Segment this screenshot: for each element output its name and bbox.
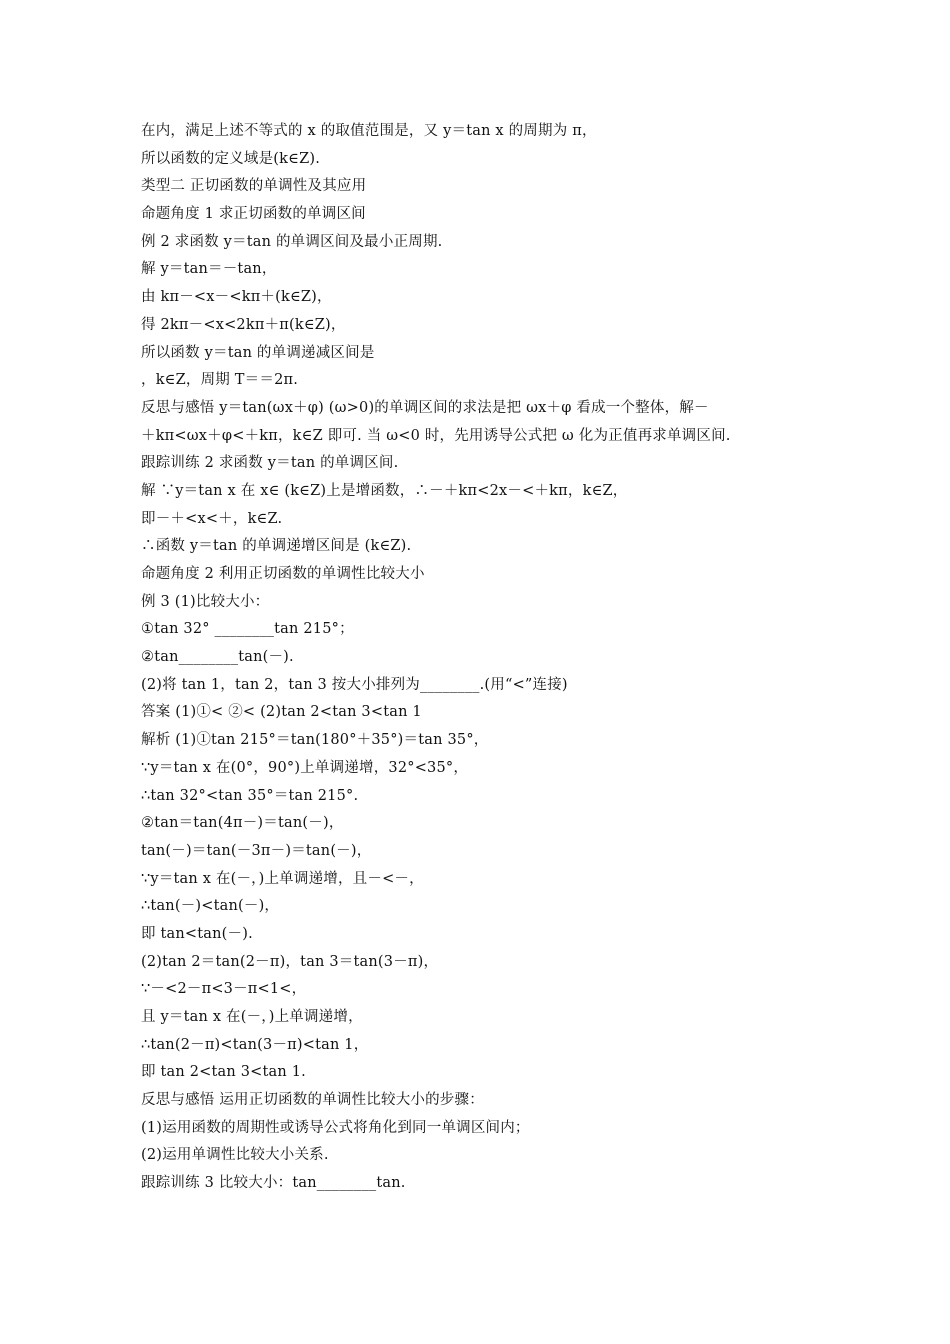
reflection-heading: 反思与感悟 运用正切函数的单调性比较大小的步骤： [141, 1092, 484, 1109]
subsection-heading: 命题角度 2 利用正切函数的单调性比较大小 [141, 566, 425, 582]
text-line: ∴tan(－)<tan(－)， [141, 898, 280, 915]
section-heading: 类型二 正切函数的单调性及其应用 [141, 178, 367, 195]
text-line: 在内，满足上述不等式的 x 的取值范围是，又 y＝tan x 的周期为 π， [141, 123, 597, 139]
reflection-paragraph: ＋kπ<ωx＋φ<＋kπ，k∈Z 即可. 当 ω<0 时，先用诱导公式把 ω 化为正值再求单调区间. [141, 427, 731, 444]
example-title: 例 2 求函数 y＝tan 的单调区间及最小正周期. [141, 233, 443, 250]
text-line: (1)运用函数的周期性或诱导公式将角化到同一单调区间内； [141, 1119, 530, 1136]
text-line: 即 tan 2<tan 3<tan 1. [141, 1064, 306, 1081]
example-title: 例 3 (1)比较大小： [141, 593, 270, 610]
text-line: ∵y＝tan x 在(－，)上单调递增，且－<－， [141, 870, 424, 887]
text-line: (2)运用单调性比较大小关系. [141, 1147, 329, 1164]
reflection-paragraph: 反思与感悟 y＝tan(ωx＋φ) (ω>0)的单调区间的求法是把 ωx＋φ 看成一个整体，解－ [141, 399, 709, 416]
text-line: 即 tan<tan(－). [141, 925, 253, 942]
text-line: 且 y＝tan x 在(－，)上单调递增， [141, 1009, 363, 1025]
text-line: 所以函数的定义域是(k∈Z). [141, 150, 321, 167]
text-line: 解 ∵y＝tan x 在 x∈ (k∈Z)上是增函数，∴－＋kπ<2x－<＋kπ，k∈Z， [141, 482, 628, 499]
exercise-title: 跟踪训练 2 求函数 y＝tan 的单调区间. [141, 455, 399, 472]
text-line: 由 kπ－<x－<kπ＋(k∈Z)， [141, 289, 332, 306]
text-line: 所以函数 y＝tan 的单调递减区间是 [141, 344, 375, 361]
answer-line: 答案 (1)①< ②< (2)tan 2<tan 3<tan 1 [141, 704, 422, 721]
text-line: ∴tan 32°<tan 35°＝tan 215°. [141, 787, 359, 804]
exercise-title: 跟踪训练 3 比较大小：tan________tan. [141, 1175, 406, 1192]
analysis-line: 解析 (1)①tan 215°＝tan(180°＋35°)＝tan 35°， [141, 732, 489, 749]
text-line: 解 y＝tan＝－tan， [141, 261, 277, 278]
question-line: (2)将 tan 1，tan 2，tan 3 按大小排列为________.(用“<”连接) [141, 676, 568, 693]
text-line: ②tan＝tan(4π－)＝tan(－)， [141, 815, 344, 832]
text-line: ∴函数 y＝tan 的单调递增区间是 (k∈Z). [141, 538, 412, 555]
subsection-heading: 命题角度 1 求正切函数的单调区间 [141, 206, 366, 223]
text-line: ∵y＝tan x 在(0°，90°)上单调递增，32°<35°， [141, 759, 469, 776]
text-line: 得 2kπ－<x<2kπ＋π(k∈Z)， [141, 316, 346, 333]
document-body [141, 118, 831, 1198]
text-line: ∵－<2－π<3－π<1<， [141, 981, 307, 998]
text-line: (2)tan 2＝tan(2－π)，tan 3＝tan(3－π)， [141, 953, 439, 970]
question-line: ①tan 32° ________tan 215°； [141, 621, 354, 638]
text-line: ∴tan(2－π)<tan(3－π)<tan 1， [141, 1036, 369, 1053]
text-line: tan(－)＝tan(－3π－)＝tan(－)， [141, 842, 372, 859]
text-line: 即－＋<x<＋，k∈Z. [141, 510, 283, 527]
question-line: ②tan________tan(－). [141, 649, 294, 666]
text-line: ，k∈Z，周期 T＝＝2π. [141, 372, 299, 389]
